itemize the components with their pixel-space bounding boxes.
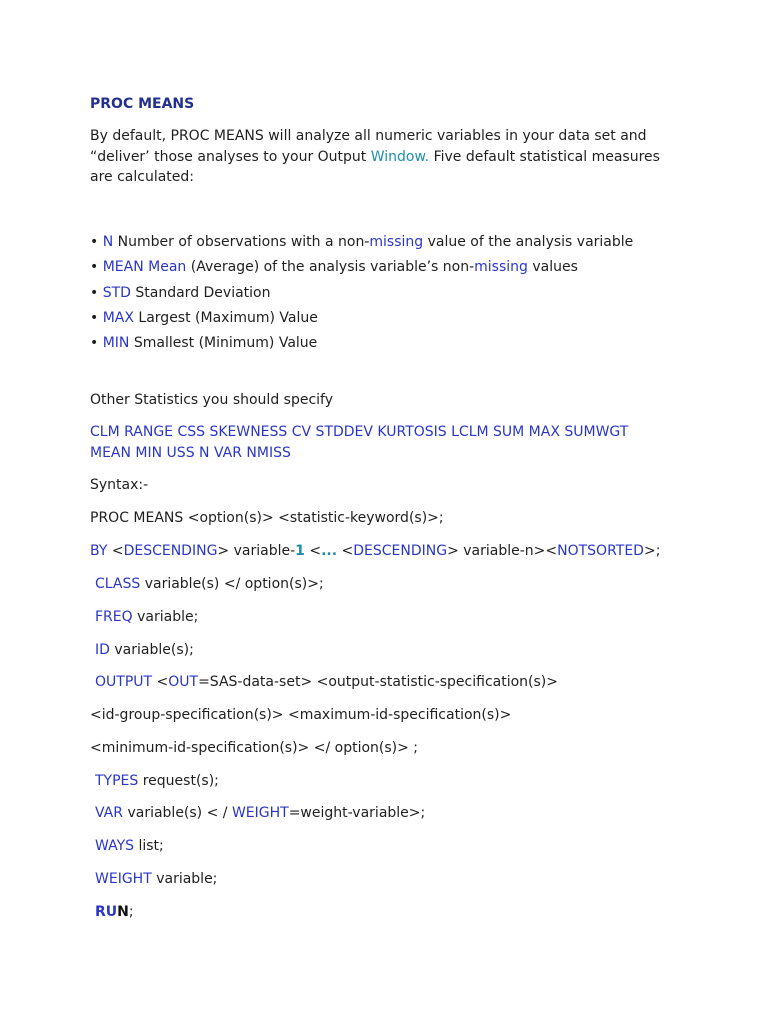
- intro-text: “deliver’ those analyses to your Output: [90, 149, 371, 165]
- syntax-ways-line: [95, 836, 164, 856]
- syntax-id-line: [95, 640, 194, 660]
- code-text: request(s);: [138, 773, 219, 789]
- bullet-text: Largest (Maximum) Value: [133, 310, 318, 326]
- code-text: > variable-n><: [447, 543, 558, 559]
- intro-line-3: are calculated:: [90, 169, 195, 185]
- code-text: variable(s) < /: [123, 805, 232, 821]
- syntax-freq-line: [95, 607, 198, 627]
- run-keyword: RU: [95, 904, 118, 920]
- other-statistics-line-1: CLM RANGE CSS SKEWNESS CV STDDEV KURTOSIS LCLM SUM MAX SUMWGT: [90, 424, 629, 440]
- output-keyword: OUTPUT: [95, 674, 153, 690]
- missing-keyword: missing: [474, 259, 528, 275]
- descending-keyword: DESCENDING: [123, 543, 218, 559]
- code-text: <: [337, 543, 354, 559]
- bullet-item-std: [90, 283, 271, 303]
- bullet-text: Number of observations with a non-: [113, 234, 370, 250]
- code-text: list;: [134, 838, 164, 854]
- bullet-text: (Average) of the analysis variable’s non-: [186, 259, 475, 275]
- bullet-icon: •: [90, 310, 99, 326]
- stat-keyword: MEAN Mean: [102, 259, 187, 275]
- syntax-class-line: [95, 574, 324, 594]
- code-text: =SAS-data-set> <output-statistic-specification(s)>: [198, 674, 558, 690]
- code-text: =weight-variable>;: [288, 805, 426, 821]
- bullet-icon: •: [90, 259, 99, 275]
- syntax-var-line: [95, 803, 425, 823]
- code-text: variable;: [132, 609, 199, 625]
- bullet-item-max: [90, 308, 318, 328]
- syntax-output-line-2: <id-group-specification(s)> <maximum-id-specification(s)>: [90, 707, 512, 723]
- intro-line-1: By default, PROC MEANS will analyze all numeric variables in your data set and: [90, 128, 647, 144]
- code-text: ;: [128, 904, 134, 920]
- bullet-text: value of the analysis variable: [423, 234, 634, 250]
- code-text: >;: [643, 543, 661, 559]
- run-keyword-end: N: [117, 904, 129, 920]
- intro-line-2: [90, 147, 660, 167]
- syntax-by-line: [90, 541, 660, 561]
- stat-keyword: MIN: [102, 335, 130, 351]
- bullet-text: Smallest (Minimum) Value: [129, 335, 318, 351]
- code-text: variable;: [151, 871, 218, 887]
- code-text: variable(s) </ option(s)>;: [140, 576, 324, 592]
- code-text: <: [304, 543, 322, 559]
- code-text: variable(s);: [109, 642, 194, 658]
- bullet-item-min: [90, 333, 317, 353]
- other-statistics-line-2: MEAN MIN USS N VAR NMISS: [90, 445, 291, 461]
- by-keyword: BY: [90, 543, 108, 559]
- syntax-output-line-3: <minimum-id-specification(s)> </ option(s)> ;: [90, 740, 419, 756]
- window-link[interactable]: Window.: [370, 149, 430, 165]
- descending-keyword: DESCENDING: [353, 543, 448, 559]
- bullet-item-mean: [90, 257, 578, 277]
- code-text: <: [152, 674, 169, 690]
- weight-keyword: WEIGHT: [231, 805, 289, 821]
- other-statistics-heading: Other Statistics you should specify: [90, 392, 334, 408]
- types-keyword: TYPES: [95, 773, 139, 789]
- freq-keyword: FREQ: [95, 609, 133, 625]
- bullet-icon: •: [90, 234, 99, 250]
- intro-text: Five default statistical measures: [429, 149, 660, 165]
- bullet-text: Standard Deviation: [130, 285, 271, 301]
- stat-keyword: STD: [102, 285, 131, 301]
- class-keyword: CLASS: [95, 576, 141, 592]
- var-keyword: VAR: [95, 805, 123, 821]
- id-keyword: ID: [95, 642, 110, 658]
- syntax-types-line: [95, 771, 219, 791]
- stat-keyword: N: [102, 234, 114, 250]
- stat-keyword: MAX: [102, 310, 134, 326]
- syntax-weight-line: [95, 869, 217, 889]
- bullet-icon: •: [90, 285, 99, 301]
- bullet-text: values: [527, 259, 578, 275]
- ellipsis: ...: [321, 543, 338, 559]
- weight-keyword: WEIGHT: [95, 871, 152, 887]
- ways-keyword: WAYS: [95, 838, 135, 854]
- missing-keyword: missing: [369, 234, 424, 250]
- syntax-proc-line: PROC MEANS <option(s)> <statistic-keyword(s)>;: [90, 510, 444, 526]
- syntax-label: Syntax:-: [90, 477, 149, 493]
- code-text: > variable-: [217, 543, 296, 559]
- page-title: PROC MEANS: [90, 96, 195, 112]
- out-keyword: OUT: [168, 674, 199, 690]
- notsorted-keyword: NOTSORTED: [557, 543, 644, 559]
- code-text: <: [107, 543, 124, 559]
- syntax-output-line: [95, 672, 558, 692]
- syntax-run-line: [95, 902, 134, 922]
- bullet-item-n: [90, 232, 633, 252]
- number-one: 1: [295, 543, 305, 559]
- bullet-icon: •: [90, 335, 99, 351]
